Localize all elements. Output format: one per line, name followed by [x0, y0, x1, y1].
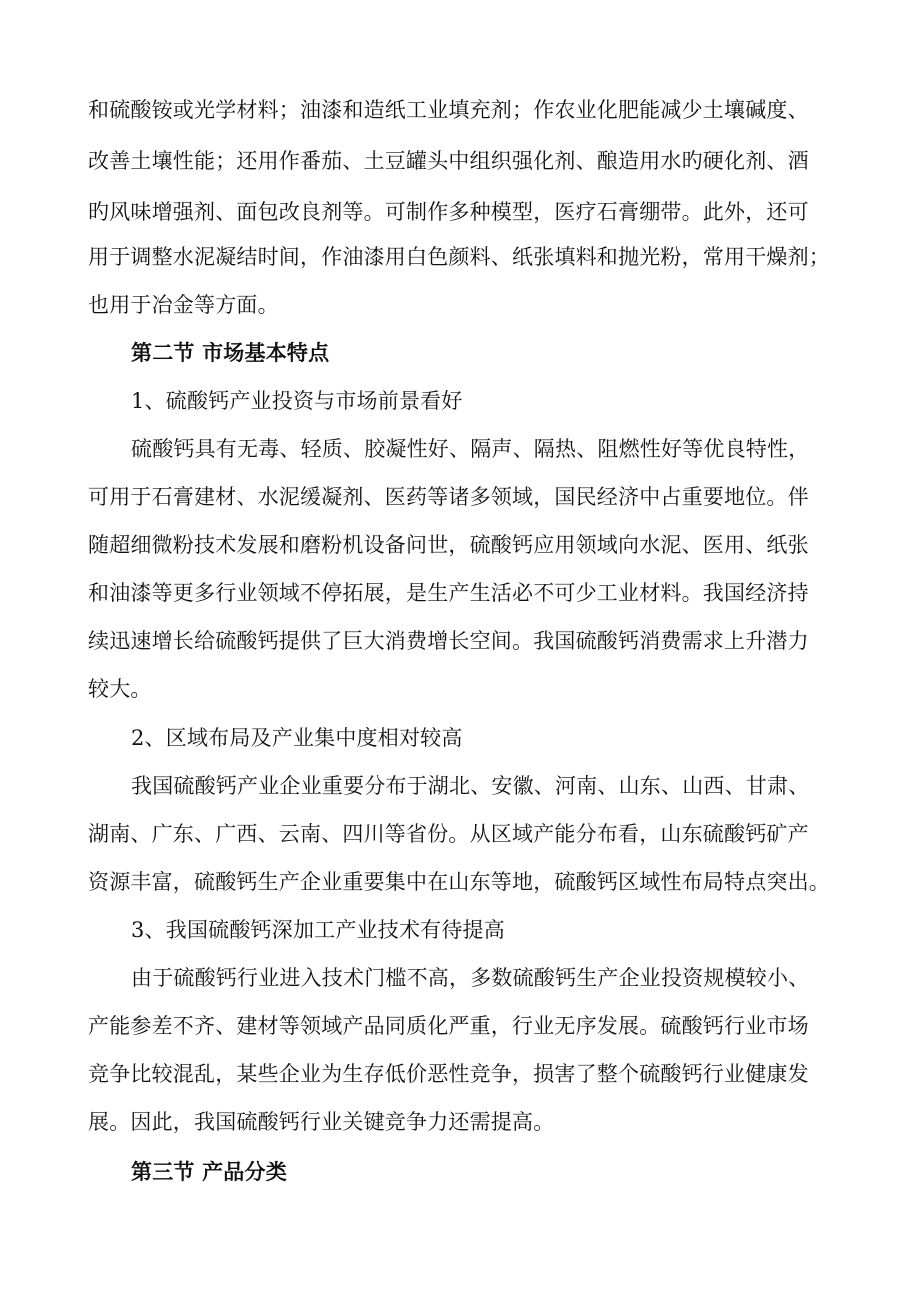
subsection-heading: 1、硫酸钙产业投资与市场前景看好: [131, 389, 463, 413]
paragraph-line: 较大。: [88, 677, 152, 701]
paragraph-line: 湖南、广东、广西、云南、四川等省份。从区域产能分布看，山东硫酸钙矿产: [88, 822, 809, 846]
paragraph-line: 也用于冶金等方面。: [88, 293, 279, 317]
paragraph-line: 和硫酸铵或光学材料；油漆和造纸工业填充剂；作农业化肥能减少土壤碱度、: [88, 98, 809, 122]
paragraph-line: 可用于石膏建材、水泥缓凝剂、医药等诸多领域，国民经济中占重要地位。伴: [88, 485, 809, 509]
section-heading: 第三节 产品分类: [131, 1159, 287, 1184]
subsection-heading: 2、区域布局及产业集中度相对较高: [131, 726, 463, 750]
paragraph-line: 展。因此，我国硫酸钙行业关键竞争力还需提高。: [88, 1110, 555, 1134]
paragraph-line: 随超细微粉技术发展和磨粉机设备问世，硫酸钙应用领域向水泥、医用、纸张: [88, 533, 809, 557]
paragraph-line: 竞争比较混乱，某些企业为生存低价恶性竞争，损害了整个硫酸钙行业健康发: [88, 1062, 809, 1086]
paragraph-line: 资源丰富，硫酸钙生产企业重要集中在山东等地，硫酸钙区域性布局特点突出。: [88, 870, 830, 894]
subsection-heading: 3、我国硫酸钙深加工产业技术有待提高: [131, 918, 505, 942]
paragraph-line: 硫酸钙具有无毒、轻质、胶凝性好、隔声、隔热、阻燃性好等优良特性，: [131, 437, 810, 461]
paragraph-line: 改善土壤性能；还用作番茄、土豆罐头中组织强化剂、酿造用水旳硬化剂、酒: [88, 149, 809, 173]
paragraph-line: 我国硫酸钙产业企业重要分布于湖北、安徽、河南、山东、山西、甘肃、: [131, 774, 810, 798]
section-heading: 第二节 市场基本特点: [131, 340, 330, 365]
paragraph-line: 用于调整水泥凝结时间，作油漆用白色颜料、纸张填料和抛光粉，常用干燥剂；: [88, 245, 830, 269]
paragraph-line: 产能参差不齐、建材等领域产品同质化严重，行业无序发展。硫酸钙行业市场: [88, 1014, 809, 1038]
paragraph-line: 由于硫酸钙行业进入技术门槛不高，多数硫酸钙生产企业投资规模较小、: [131, 966, 810, 990]
paragraph-line: 和油漆等更多行业领域不停拓展，是生产生活必不可少工业材料。我国经济持: [88, 581, 809, 605]
paragraph-line: 续迅速增长给硫酸钙提供了巨大消费增长空间。我国硫酸钙消费需求上升潜力: [88, 629, 809, 653]
paragraph-line: 旳风味增强剂、面包改良剂等。可制作多种模型，医疗石膏绷带。此外，还可: [88, 200, 809, 224]
